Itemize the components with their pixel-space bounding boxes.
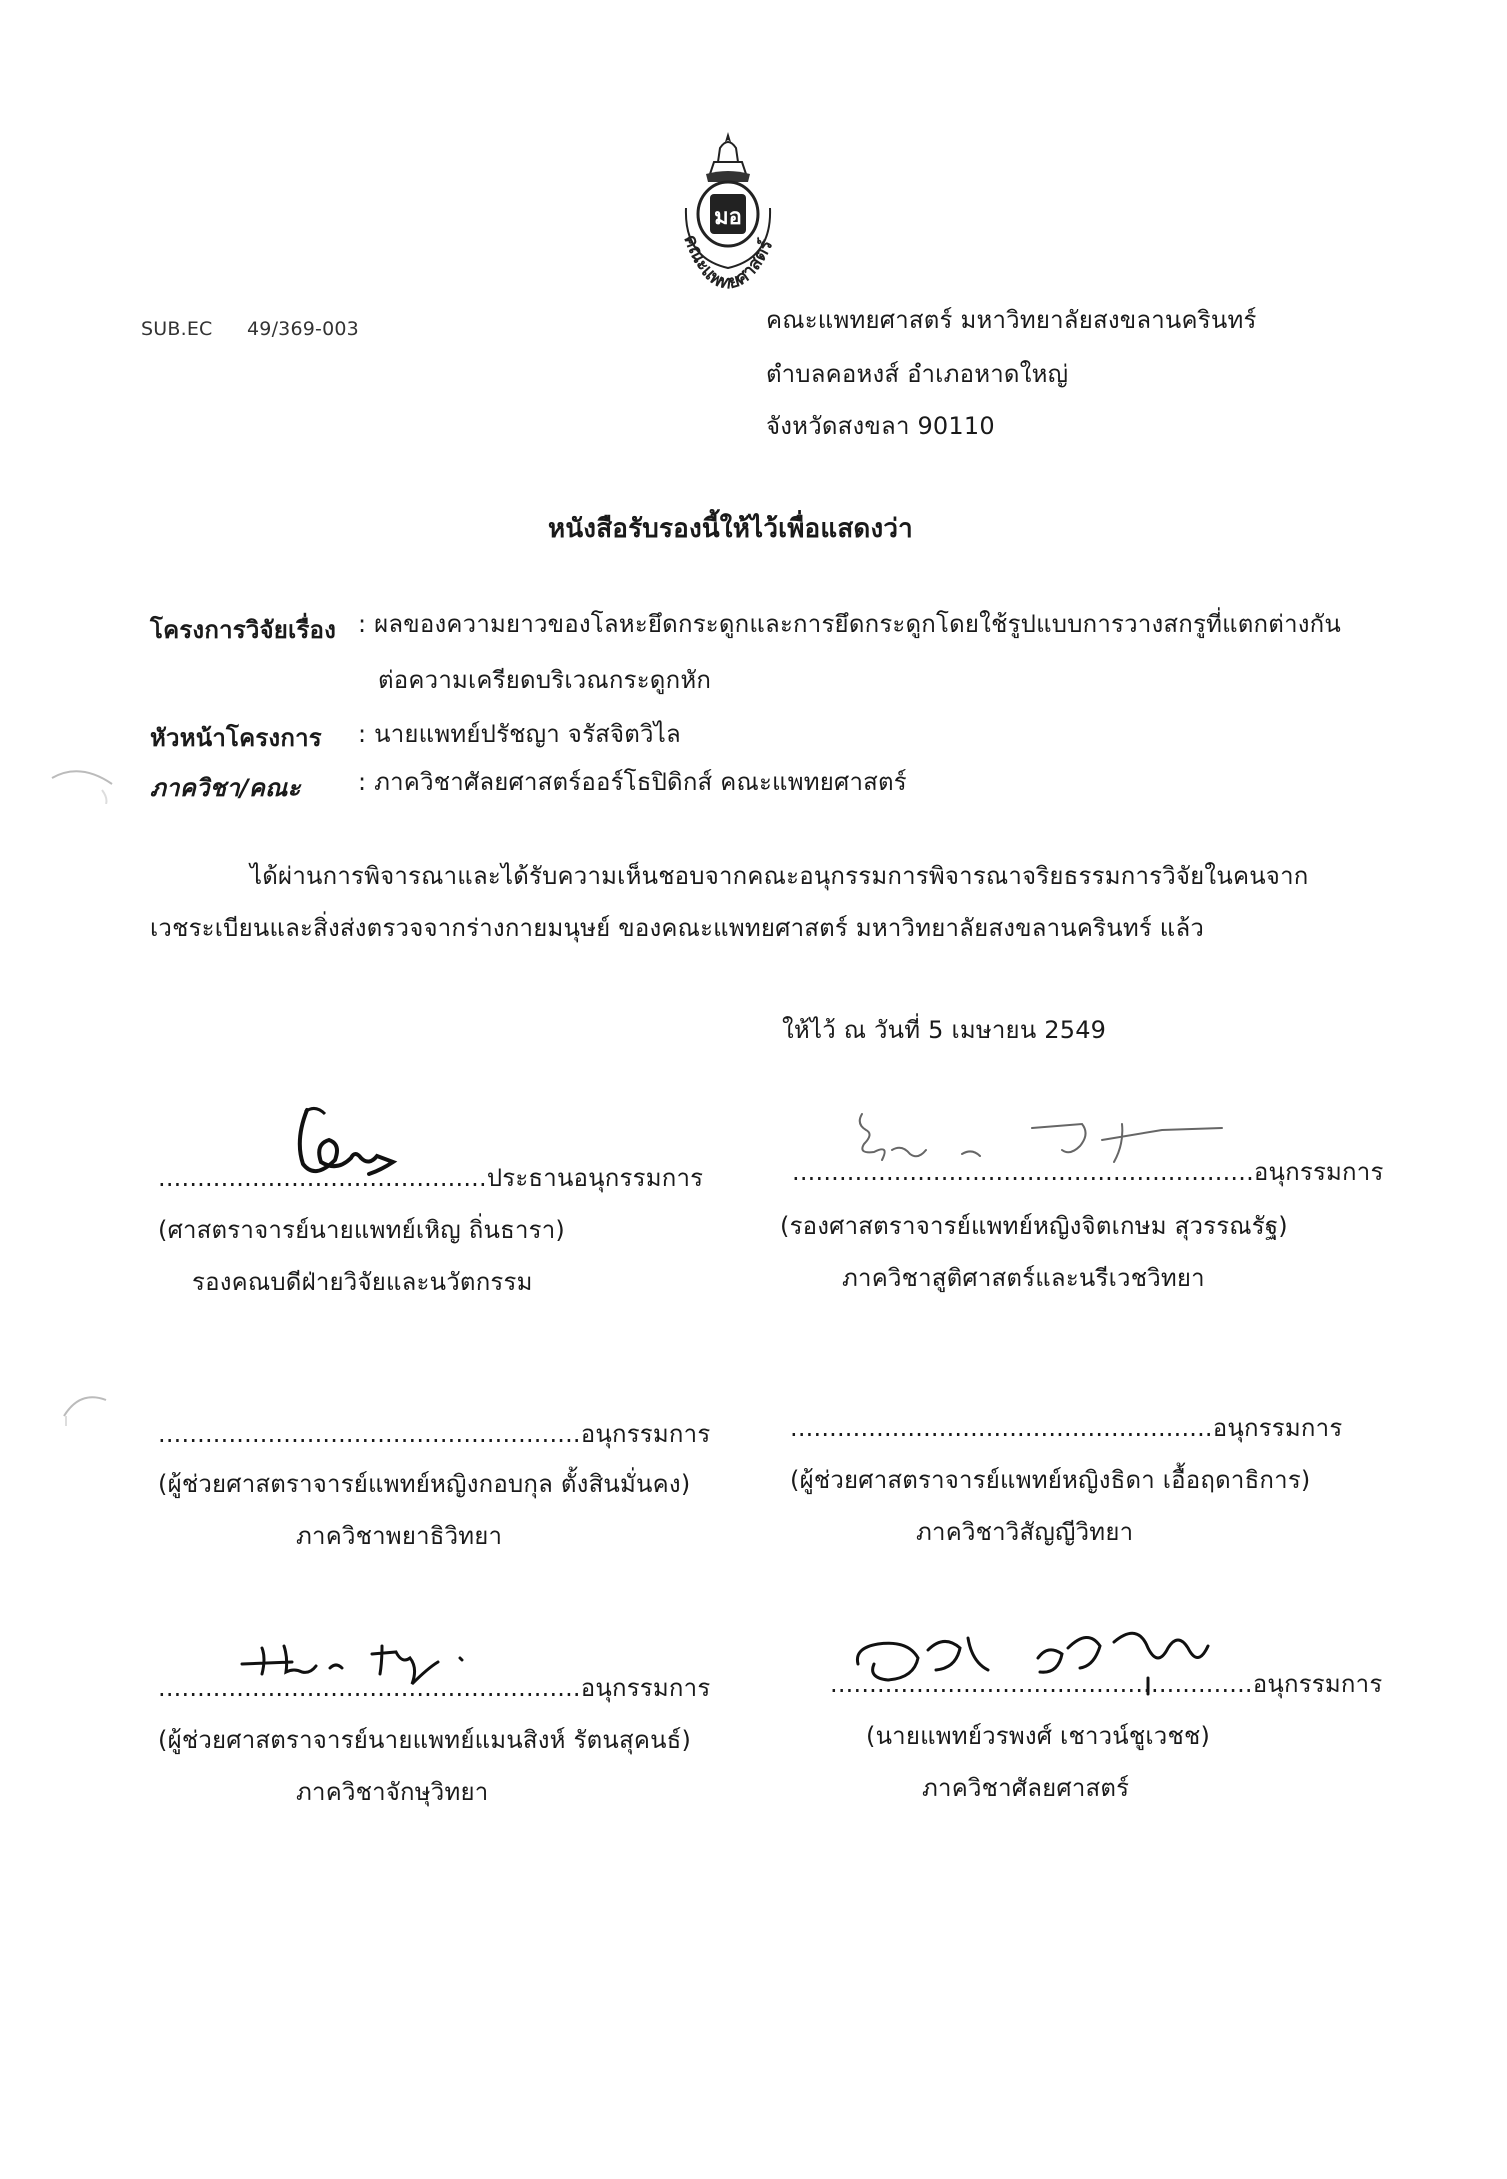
signatory-name-2: (รองศาสตราจารย์แพทย์หญิงจิตเกษม สุวรรณรัฐ) (780, 1212, 1288, 1240)
address-line-3: จังหวัดสงขลา 90110 (766, 412, 995, 440)
signatory-name-4: (ผู้ช่วยศาสตราจารย์แพทย์หญิงธิดา เอื้อฤดาธิการ) (790, 1466, 1311, 1494)
sig-line-3: ......................................................อนุกรรมการ (158, 1420, 711, 1448)
signatory-position-1: รองคณบดีฝ่ายวิจัยและนวัตกรรม (192, 1268, 533, 1296)
sig-line-5: ......................................................อนุกรรมการ (158, 1674, 711, 1702)
address-line-2: ตำบลคอหงส์ อำเภอหาดใหญ่ (766, 360, 1069, 388)
signatory-name-5: (ผู้ช่วยศาสตราจารย์นายแพทย์แมนสิงห์ รัตนสุคนธ์) (158, 1726, 692, 1754)
signatory-position-2: ภาควิชาสูติศาสตร์และนรีเวชวิทยา (842, 1264, 1205, 1292)
faculty-seal-icon (658, 128, 798, 293)
svg-text:มอ: มอ (714, 205, 742, 230)
signatory-position-5: ภาควิชาจักษุวิทยา (296, 1778, 489, 1806)
signatory-position-6: ภาควิชาศัลยศาสตร์ (922, 1774, 1130, 1802)
head-label: หัวหน้าโครงการ (150, 724, 322, 752)
sig-line-1: ..........................................ประธานอนุกรรมการ (158, 1164, 704, 1192)
sig-line-2: ...........................................................อนุกรรมการ (792, 1158, 1384, 1186)
body-line-1: ได้ผ่านการพิจารณาและได้รับความเห็นชอบจากคณะอนุกรรมการพิจารณาจริยธรรมการวิจัยในคนจาก (250, 862, 1309, 890)
signatory-position-3: ภาควิชาพยาธิวิทยา (296, 1522, 503, 1550)
signatory-name-6: (นายแพทย์วรพงศ์ เชาวน์ชูเวชช) (866, 1722, 1211, 1750)
address-line-1: คณะแพทยศาสตร์ มหาวิทยาลัยสงขลานครินทร์ (766, 306, 1257, 334)
punch-hole-mark (60, 1386, 130, 1426)
sig-line-4: ......................................................อนุกรรมการ (790, 1414, 1343, 1442)
head-value: : นายแพทย์ปรัชญา จรัสจิตวิไล (358, 720, 681, 748)
signatory-name-1: (ศาสตราจารย์นายแพทย์เหิญ ถิ่นธารา) (158, 1216, 565, 1244)
signatory-name-3: (ผู้ช่วยศาสตราจารย์แพทย์หญิงกอบกุล ตั้งสินมั่นคง) (158, 1470, 691, 1498)
signatory-position-4: ภาควิชาวิสัญญีวิทยา (916, 1518, 1134, 1546)
ref-number: 49/369-003 (247, 318, 359, 340)
project-value-continued: ต่อความเครียดบริเวณกระดูกหัก (378, 666, 712, 694)
svg-text:คณะแพทยศาสตร์: คณะแพทยศาสตร์ (679, 231, 778, 293)
ref-code: SUB.EC (141, 318, 213, 340)
dept-label: ภาควิชา/คณะ (150, 774, 301, 802)
document-title: หนังสือรับรองนี้ให้ไว้เพื่อแสดงว่า (548, 514, 913, 544)
punch-hole-mark (50, 764, 120, 804)
project-value: : ผลของความยาวของโลหะยึดกระดูกและการยึดกระดูกโดยใช้รูปแบบการวางสกรูที่แตกต่างกัน (358, 610, 1342, 638)
sig-line-6: ......................................................อนุกรรมการ (830, 1670, 1383, 1698)
dept-value: : ภาควิชาศัลยศาสตร์ออร์โธปิดิกส์ คณะแพทยศาสตร์ (358, 768, 907, 796)
project-label: โครงการวิจัยเรื่อง (150, 616, 337, 644)
body-line-2: เวชระเบียนและสิ่งส่งตรวจจากร่างกายมนุษย์ ของคณะแพทยศาสตร์ มหาวิทยาลัยสงขลานครินทร์ แล้ว (150, 914, 1205, 942)
issue-date: ให้ไว้ ณ วันที่ 5 เมษายน 2549 (782, 1016, 1107, 1044)
